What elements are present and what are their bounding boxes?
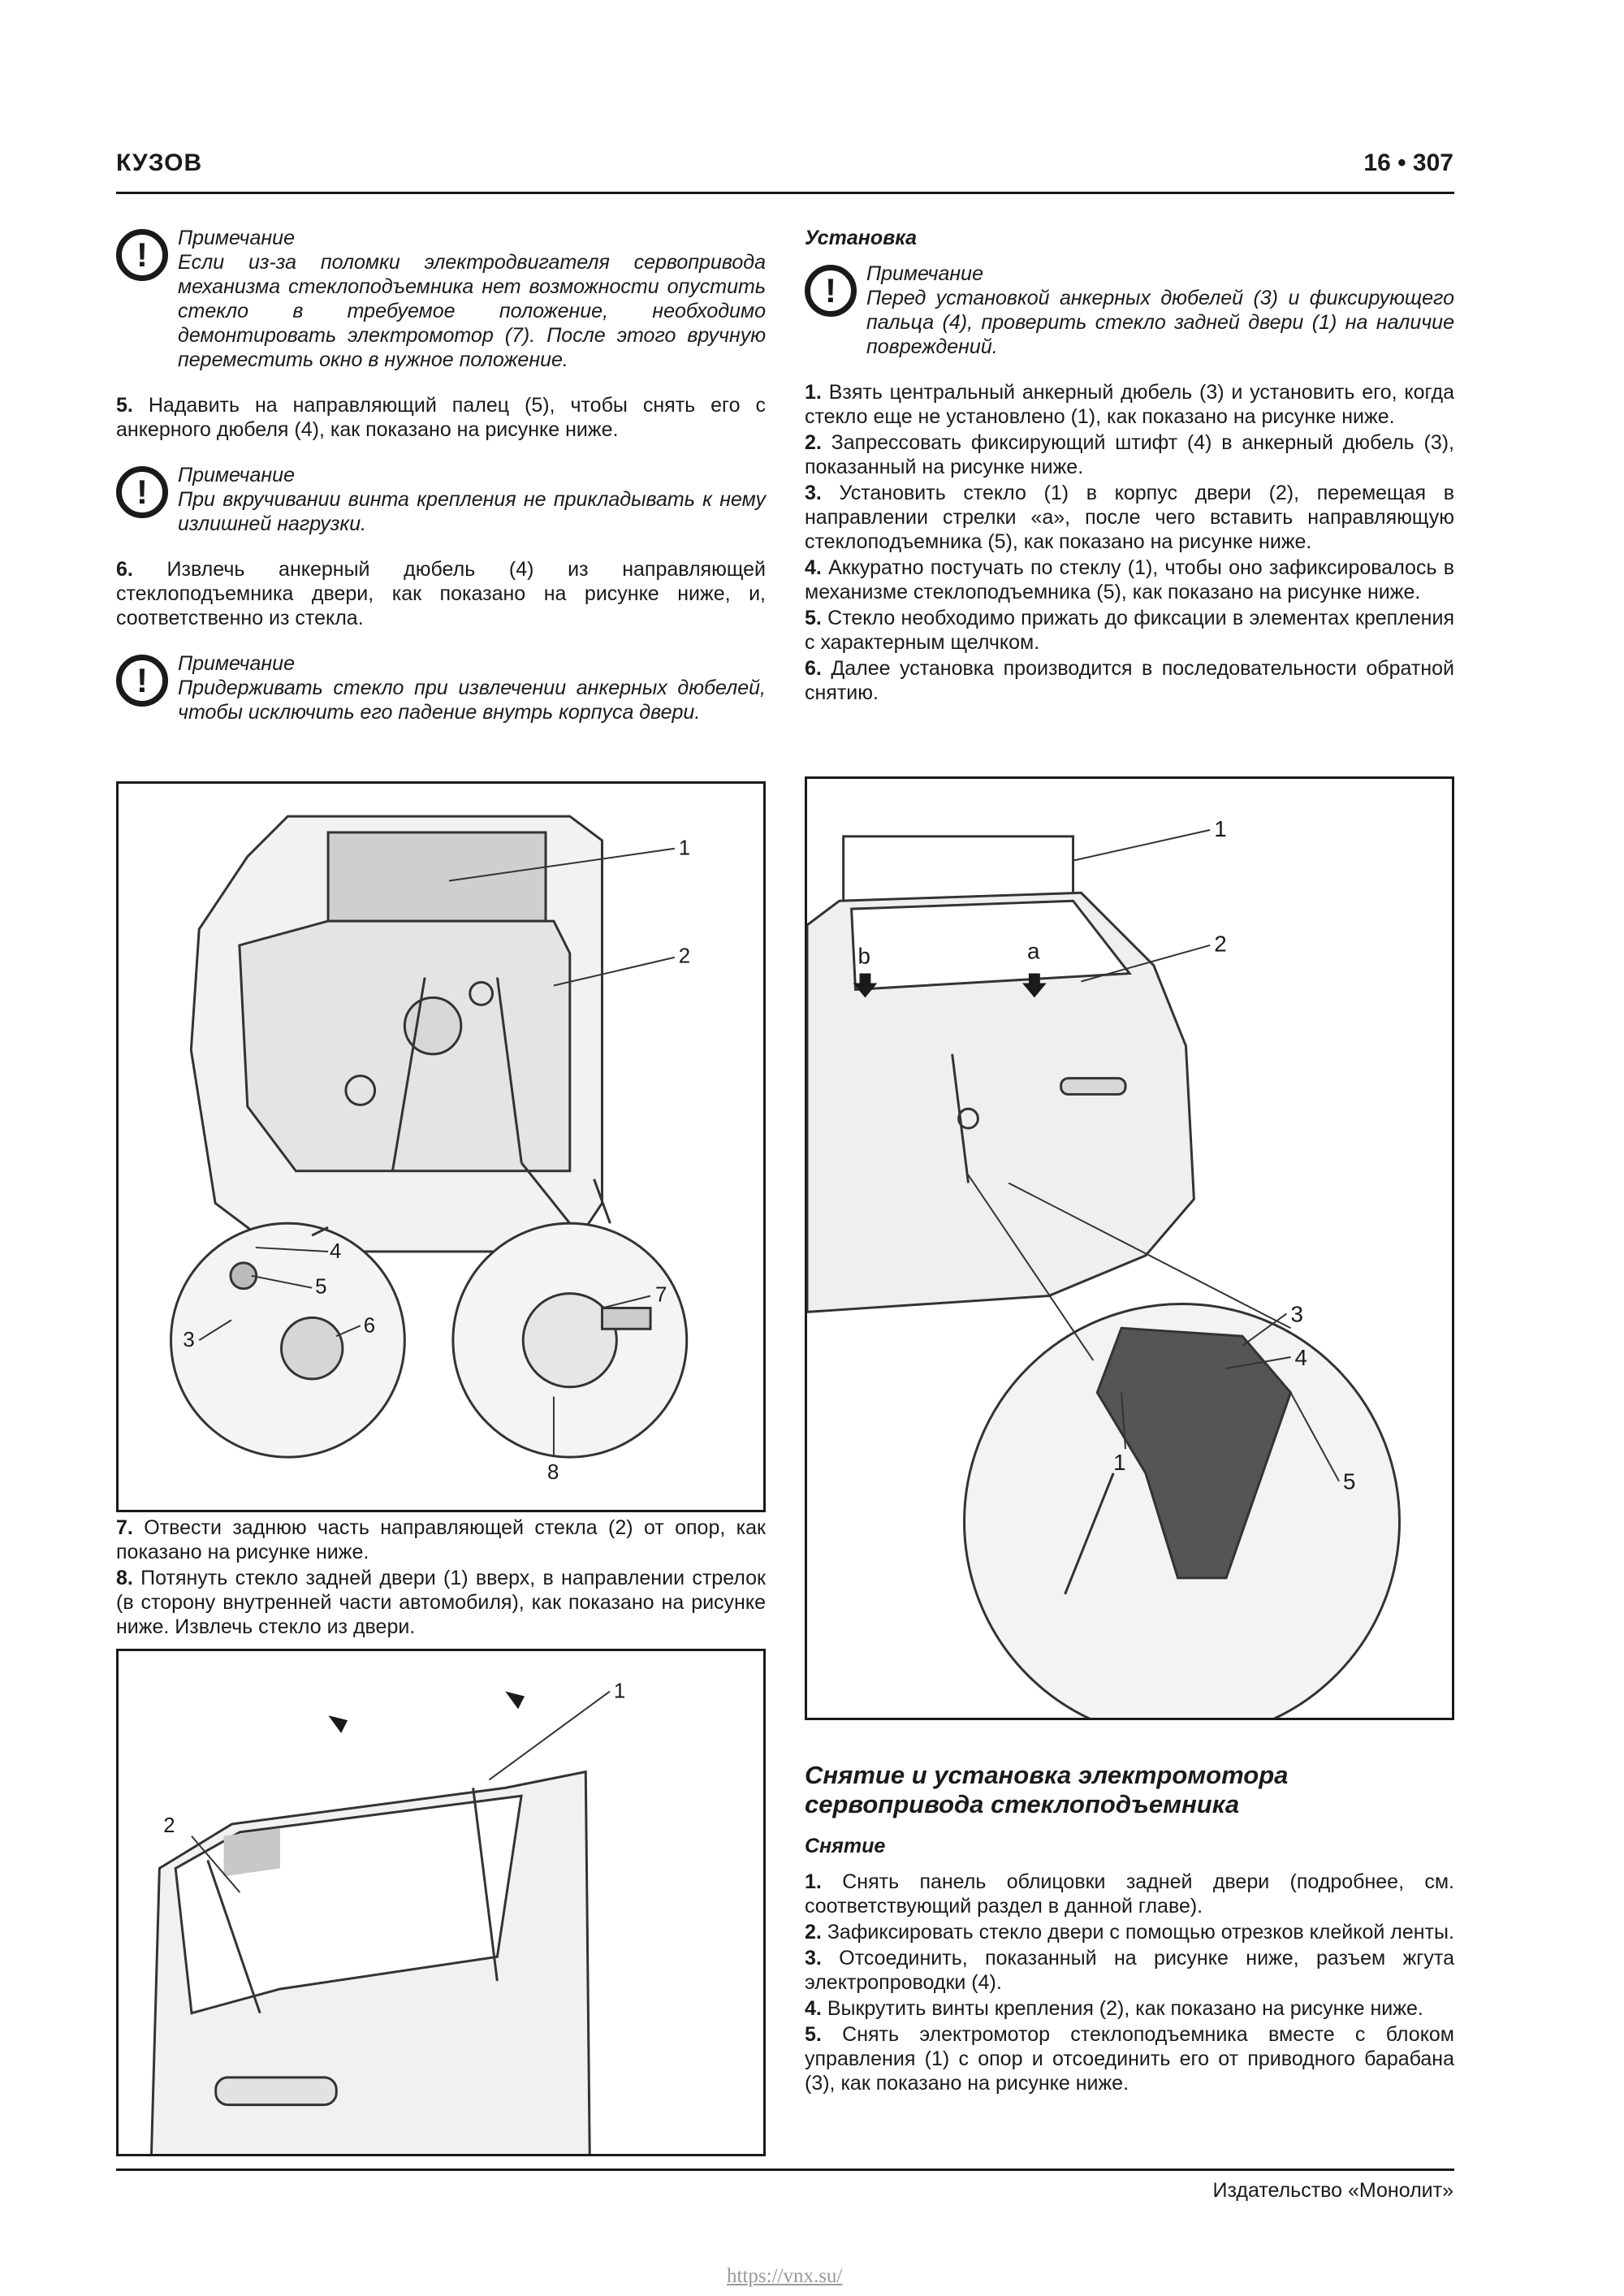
note-text: Если из-за поломки электродвигателя сервопривода механизма стеклоподъемника нет возможности опустить стекло в требуемое положение, необходимо демонтировать электромотор (7). После этого вручную переместить окно в нужное положение.: [178, 251, 766, 371]
footer-divider: [116, 2168, 1454, 2171]
install-heading: Установка: [805, 227, 918, 249]
label-4: 4: [330, 1239, 342, 1263]
label-2: 2: [1214, 931, 1227, 957]
removal-step-5: 5. Снять электромотор стеклоподъемника вместе с блоком управления (1) с опор и отсоединить его от приводного барабана (3), как показано на рисунке ниже.: [805, 2023, 1454, 2095]
label-1-lower: 1: [1113, 1449, 1126, 1475]
note-text: Перед установкой анкерных дюбелей (3) и фиксирующего пальца (4), проверить стекло задней двери (1) на наличие повреждений.: [866, 287, 1454, 358]
door-glass-illustration: [119, 1651, 763, 2154]
label-7: 7: [655, 1283, 667, 1307]
step-6: 6. Извлечь анкерный дюбель (4) из направляющей стеклоподъемника двери, как показано на рисунке ниже, и, соответственно из стекла.: [116, 558, 766, 629]
right-column-top: [805, 226, 1454, 707]
label-6: 6: [363, 1314, 376, 1338]
removal-step-2: 2. Зафиксировать стекло двери с помощью отрезков клейкой ленты.: [805, 1921, 1454, 1944]
warning-icon: !: [116, 229, 168, 281]
figure-door-interior: [116, 781, 766, 1512]
label-2: 2: [678, 945, 691, 968]
note-4: [805, 262, 1454, 359]
label-1: 1: [613, 1680, 626, 1703]
warning-icon: !: [116, 655, 168, 707]
install-step-3: 3. Установить стекло (1) в корпус двери (2), перемещая в направлении стрелки «a», после чего вставить направляющую стеклоподъемника (5), как показано на рисунке ниже.: [805, 482, 1454, 553]
step-5: 5. Надавить на направляющий палец (5), чтобы снять его с анкерного дюбеля (4), как показано на рисунке ниже.: [116, 394, 766, 441]
removal-heading: Снятие: [805, 1835, 886, 1857]
glass-installation-illustration: [807, 779, 1452, 1718]
warning-icon: !: [805, 265, 857, 317]
install-step-4: 4. Аккуратно постучать по стеклу (1), чтобы оно зафиксировалось в механизме стеклоподъемника (5), как показано на рисунке ниже.: [805, 556, 1454, 603]
label-8: 8: [547, 1460, 559, 1484]
label-b: b: [857, 943, 870, 969]
label-4: 4: [1294, 1344, 1307, 1370]
door-interior-illustration: [119, 784, 763, 1510]
note-title: Примечание: [178, 652, 295, 675]
section-header: КУЗОВ: [116, 149, 203, 176]
install-step-5: 5. Стекло необходимо прижать до фиксации в элементах крепления с характерным щелчком.: [805, 607, 1454, 654]
header-divider: [116, 192, 1454, 194]
right-column-bottom: [805, 1761, 1454, 2097]
note-title: Примечание: [178, 227, 295, 249]
note-text: Придерживать стекло при извлечении анкерных дюбелей, чтобы исключить его падение внутрь корпуса двери.: [178, 677, 766, 724]
publisher: Издательство «Монолит»: [1212, 2179, 1453, 2202]
note-title: Примечание: [866, 262, 983, 285]
figure-glass-installation: [805, 776, 1454, 1720]
warning-icon: !: [116, 466, 168, 518]
removal-step-3: 3. Отсоединить, показанный на рисунке ниже, разъем жгута электропроводки (4).: [805, 1947, 1454, 1994]
removal-step-4: 4. Выкрутить винты крепления (2), как показано на рисунке ниже.: [805, 1997, 1423, 2020]
page-number: 16 • 307: [1363, 149, 1453, 176]
label-3: 3: [183, 1329, 195, 1352]
note-2: [116, 463, 766, 536]
note-1: [116, 226, 766, 372]
label-3: 3: [1290, 1301, 1303, 1327]
install-step-6: 6. Далее установка производится в последовательности обратной снятию.: [805, 657, 1454, 704]
section-heading: Снятие и установка электромотора сервопривода стеклоподъемника: [805, 1761, 1289, 1818]
left-column-middle: [116, 1516, 766, 1641]
label-1: 1: [1214, 815, 1227, 841]
note-3: [116, 651, 766, 724]
note-text: При вкручивании винта крепления не прикладывать к нему излишней нагрузки.: [178, 488, 766, 535]
install-step-1: 1. Взять центральный анкерный дюбель (3) и установить его, когда стекло еще не установлено (1), как показано на рисунке ниже.: [805, 381, 1454, 428]
step-8: 8. Потянуть стекло задней двери (1) вверх, в направлении стрелок (в сторону внутренней части автомобиля), как показано на рисунке ниже. Извлечь стекло из двери.: [116, 1567, 766, 1638]
step-7: 7. Отвести заднюю часть направляющей стекла (2) от опор, как показано на рисунке ниже.: [116, 1516, 766, 1563]
install-step-2: 2. Запрессовать фиксирующий штифт (4) в анкерный дюбель (3), показанный на рисунке ниже.: [805, 431, 1454, 478]
label-5: 5: [315, 1275, 327, 1299]
watermark-link[interactable]: https://vnx.su/: [727, 2265, 843, 2287]
note-title: Примечание: [178, 464, 295, 486]
label-5: 5: [1343, 1468, 1356, 1494]
removal-step-1: 1. Снять панель облицовки задней двери (подробнее, см. соответствующий раздел в данной главе).: [805, 1870, 1455, 1918]
label-a: a: [1026, 938, 1040, 964]
figure-door-glass-removal: [116, 1649, 766, 2156]
left-column-top: [116, 226, 766, 746]
label-2: 2: [163, 1814, 175, 1837]
label-1: 1: [678, 837, 691, 860]
